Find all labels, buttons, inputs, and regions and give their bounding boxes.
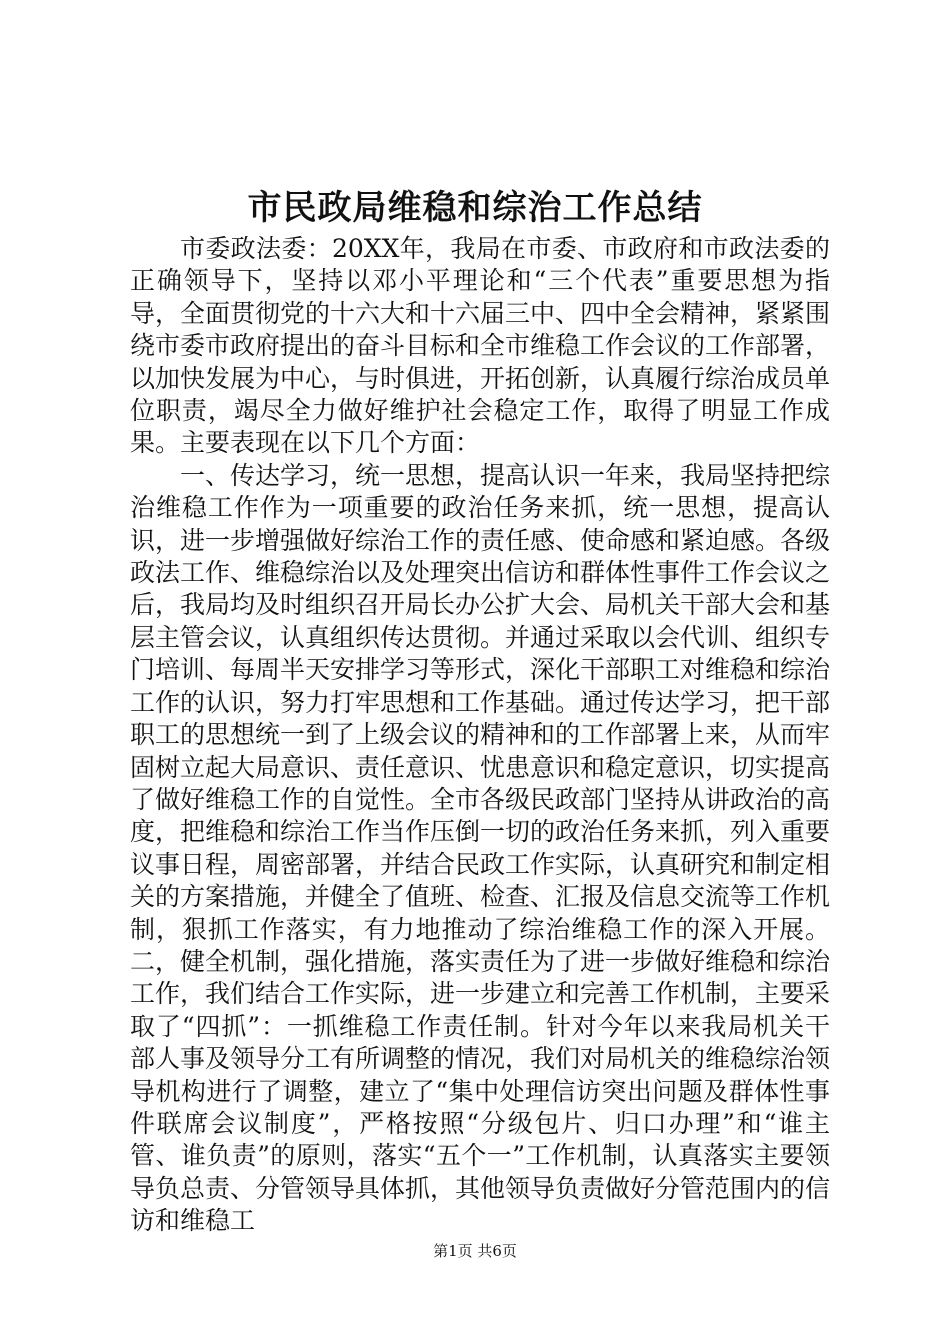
document-title: 市民政局维稳和综治工作总结 bbox=[247, 188, 703, 228]
paragraph-intro: 市委政法委：20XX年，我局在市委、市政府和市政法委的正确领导下，坚持以邓小平理论和“三个代表”重要思想为指导，全面贯彻党的十六大和十六届三中、四中全会精神，紧紧围绕市委市政府提出的奋斗目标和全市维稳工作会议的工作部署，以加快发展为中心，与时俱进，开拓创新，认真履行综治成员单位职责，竭尽全力做好维护社会稳定工作，取得了明显工作成果。主要表现在以下几个方面： bbox=[130, 234, 831, 458]
paragraph-section-one: 一、传达学习，统一思想，提高认识一年来，我局坚持把综治维稳工作作为一项重要的政治任务来抓，统一思想，提高认识，进一步增强做好综治工作的责任感、使命感和紧迫感。各级政法工作、维稳综治以及处理突出信访和群体性事件工作会议之后，我局均及时组织召开局长办公扩大会、局机关干部大会和基层主管会议，认真组织传达贯彻。并通过采取以会代训、组织专门培训、每周半天安排学习等形式，深化干部职工对维稳和综治工作的认识，努力打牢思想和工作基础。通过传达学习，把干部职工的思想统一到了上级会议的精神和的工作部署上来，从而牢固树立起大局意识、责任意识、忧患意识和稳定意识，切实提高了做好维稳工作的自觉性。全市各级民政部门坚持从讲政治的高度，把维稳和综治工作当作压倒一切的政治任务来抓，列入重要议事日程，周密部署，并结合民政工作实际，认真研究和制定相关的方案措施，并健全了值班、检查、汇报及信息交流等工作机制，狠抓工作落实，有力地推动了综治维稳工作的深入开展。二，健全机制，强化措施，落实责任为了进一步做好维稳和综治工作，我们结合工作实际，进一步建立和完善工作机制，主要采取了“四抓”：一抓维稳工作责任制。针对今年以来我局机关干部人事及领导分工有所调整的情况，我们对局机关的维稳综治领导机构进行了调整，建立了“集中处理信访突出问题及群体性事件联席会议制度”，严格按照“分级包片、归口办理”和“谁主管、谁负责”的原则，落实“五个一”工作机制，认真落实主要领导负总责、分管领导具体抓，其他领导负责做好分管范围内的信访和维稳工 bbox=[130, 460, 831, 1236]
page-number-footer: 第1页 共6页 bbox=[433, 1242, 517, 1260]
document-body bbox=[130, 233, 830, 1238]
